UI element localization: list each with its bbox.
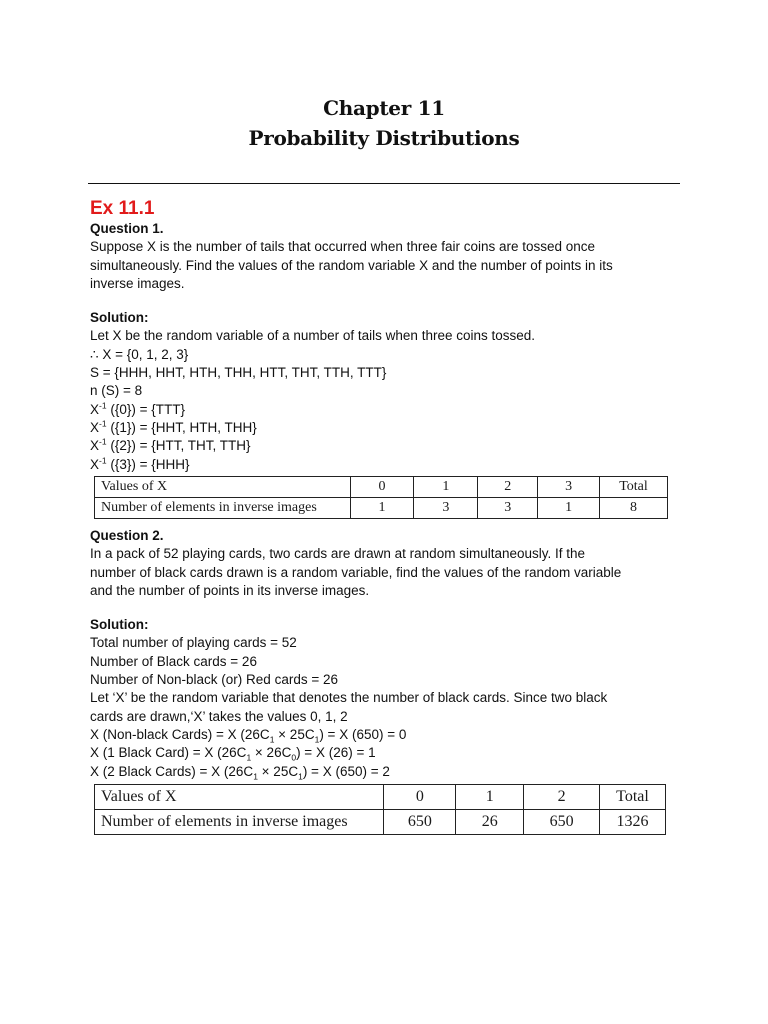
question-1-text-line: simultaneously. Find the values of the random variable X and the number of points in its <box>90 257 613 273</box>
table-cell: Total <box>600 785 666 810</box>
solution-line: Let ‘X’ be the random variable that denotes the number of black cards. Since two black <box>90 690 608 706</box>
inverse-image-line: $X^{-1}$ ({3}) = {HHH} <box>90 455 190 472</box>
table-cell: Number of elements in inverse images <box>95 498 351 519</box>
chapter-title: Probability Distributions <box>248 126 520 150</box>
table-row <box>95 477 668 498</box>
solution-line: n (S) = 8 <box>90 383 143 399</box>
solution-line: Number of Non-black (or) Red cards = 26 <box>90 672 338 688</box>
table-cell: 0 <box>350 477 414 498</box>
table-cell: 2 <box>524 785 600 810</box>
combination-line: X (Non-black Cards) = X $(26C_1 \times 25C_1) = X$ (650) = 0 <box>90 726 407 745</box>
distribution-table-2 <box>94 784 666 835</box>
table-cell: 8 <box>600 498 668 519</box>
table-cell: 1 <box>414 477 478 498</box>
solution-line: S = {HHH, HHT, HTH, THH, HTT, THT, TTH, TTT} <box>90 365 387 381</box>
table-cell: 1326 <box>600 810 666 835</box>
solution-line: ∴ X = {0, 1, 2, 3} <box>90 346 189 362</box>
question-1-text-line: Suppose X is the number of tails that occurred when three fair coins are tossed once <box>90 239 596 255</box>
question-1-heading: Question 1. <box>90 221 164 236</box>
solution-line: cards are drawn,‘X’ takes the values 0, 1, 2 <box>90 708 348 724</box>
solution-line: Total number of playing cards = 52 <box>90 635 297 651</box>
title-divider <box>88 183 680 184</box>
table-cell: 3 <box>538 477 600 498</box>
inverse-image-line: $X^{-1}$ ({0}) = {TTT} <box>90 400 185 417</box>
combination-line: X (2 Black Cards) = X $(26C_1 \times 25C_1) = X$ (650) = 2 <box>90 763 390 782</box>
table-cell: 1 <box>350 498 414 519</box>
question-2-solution-heading: Solution: <box>90 617 149 633</box>
table-row <box>95 810 666 835</box>
table-cell: 1 <box>538 498 600 519</box>
solution-line: Let X be the random variable of a number of tails when three coins tossed. <box>90 328 536 344</box>
table-cell: 2 <box>478 477 538 498</box>
question-1-solution-heading: Solution: <box>90 310 149 326</box>
chapter-number: Chapter 11 <box>323 96 445 120</box>
table-cell: Values of X <box>95 785 384 810</box>
table-cell: 3 <box>414 498 478 519</box>
question-1-text-line: inverse images. <box>90 275 185 291</box>
question-2 <box>90 527 690 781</box>
table-row <box>95 785 666 810</box>
table-cell: 1 <box>456 785 524 810</box>
table-row <box>95 498 668 519</box>
table-cell: 0 <box>384 785 456 810</box>
table-cell: 650 <box>524 810 600 835</box>
question-2-text-line: and the number of points in its inverse images. <box>90 582 370 598</box>
question-2-heading: Question 2. <box>90 528 164 543</box>
exercise-heading: Ex 11.1 <box>90 198 155 219</box>
inverse-image-line: $X^{-1}$ ({1}) = {HHT, HTH, THH} <box>90 418 257 435</box>
table-cell: 3 <box>478 498 538 519</box>
combination-line: X (1 Black Card) = X $(26C_1 \times 26C_0) = X$ (26) = 1 <box>90 745 376 763</box>
table-cell: 26 <box>456 810 524 835</box>
table-cell: Total <box>600 477 668 498</box>
question-2-text-line: number of black cards drawn is a random variable, find the values of the random variable <box>90 564 622 580</box>
question-2-text-line: In a pack of 52 playing cards, two cards are drawn at random simultaneously. If the <box>90 546 586 562</box>
question-1 <box>90 220 690 474</box>
distribution-table-1 <box>94 476 668 519</box>
table-cell: 650 <box>384 810 456 835</box>
solution-line: Number of Black cards = 26 <box>90 653 257 669</box>
inverse-image-line: $X^{-1}$ ({2}) = {HTT, THT, TTH} <box>90 436 251 454</box>
table-cell: Values of X <box>95 477 351 498</box>
table-cell: Number of elements in inverse images <box>95 810 384 835</box>
